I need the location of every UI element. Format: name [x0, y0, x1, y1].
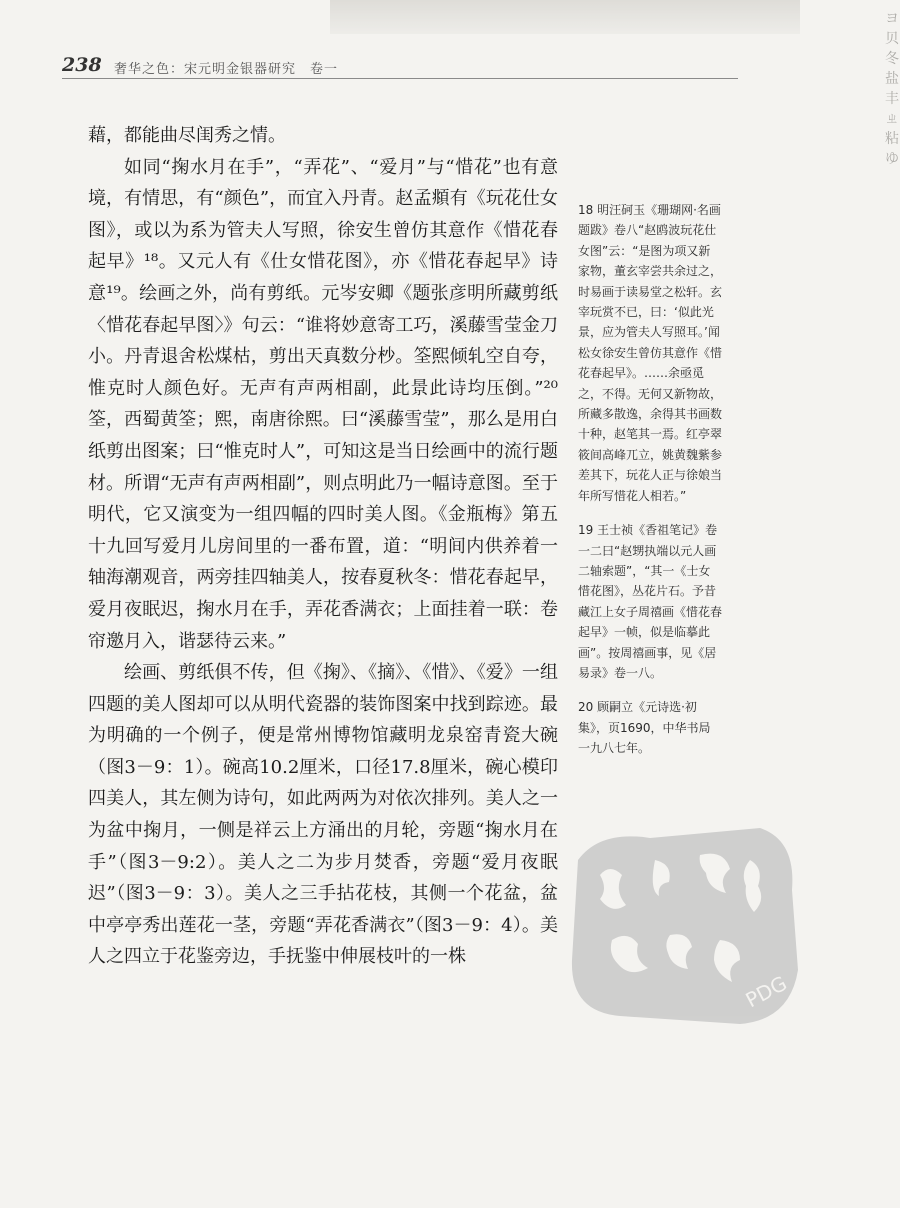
- running-title: 奢华之色：宋元明金银器研究 卷一: [114, 62, 339, 77]
- footnote-18: 18 明汪砢玉《珊瑚网·名画题跋》卷八“赵鸥波玩花仕女图”云：“是图为项又新家物，董玄宰尝共余过之，时易画于读易堂之松轩。玄宰玩赏不已，曰：‘似此光景，应为管夫人写照耳。’闻松女徐安生曾仿其意作《惜花春起早》。……余亟觅之，不得。无何又新物故，所藏多散逸，余得其书画数十种，赵笔其一焉。红亭翠筱间高峰兀立，姚黄魏紫参差其下，玩花人正与徐娘当年所写惜花人相若。”: [578, 203, 723, 503]
- footnote-20: 20 顾嗣立《元诗选·初集》，页1690，中华书局一九八七年。: [578, 700, 711, 756]
- margin-notes: [578, 200, 722, 773]
- pdg-watermark-seal: [560, 820, 800, 1030]
- bleed-through-text: ヨ贝冬盐丰ㄓ粘ゆ: [885, 11, 900, 167]
- page-number: 238: [62, 54, 102, 76]
- seal-graphic: [560, 820, 800, 1030]
- paragraph: 如同“掬水月在手”，“弄花”、“爱月”与“惜花”也有意境，有情思，有“颜色”，而宜入丹青。赵孟頫有《玩花仕女图》，或以为系为管夫人写照，徐安生曾仿其意作《惜花春起早》¹⁸。又元人有《仕女惜花图》，亦《惜花春起早》诗意¹⁹。绘画之外，尚有剪纸。元岑安卿《题张彦明所藏剪纸〈惜花春起早图〉》句云：“谁将妙意寄工巧，溪藤雪莹金刀小。丹青退舍松煤枯，剪出天真数分杪。筌熙倾轧空自夸，惟克时人颜色好。无声有声两相副，此景此诗均压倒。”²⁰筌，西蜀黄筌；熙，南唐徐熙。曰“溪藤雪莹”，那么是用白纸剪出图案；曰“惟克时人”，可知这是当日绘画中的流行题材。所谓“无声有声两相副”，则点明此乃一幅诗意图。至于明代，它又演变为一组四幅的四时美人图。《金瓶梅》第五十九回写爱月儿房间里的一番布置，道：“明间内供养着一轴海潮观音，两旁挂四轴美人，按春夏秋冬：惜花春起早，爱月夜眠迟，掬水月在手，弄花香满衣；上面挂着一联：卷帘邀月入，谐瑟待云来。”: [88, 156, 558, 652]
- bleed-through-strip: [330, 0, 900, 167]
- footnote-19: 19 王士祯《香祖笔记》卷一二曰“赵甥执端以元人画二轴索题”，“其一《士女惜花图》，丛花片石。予昔藏江上女子周禧画《惜花春起早》一帧，似是临摹此画”。按周禧画事，见《居易录》卷一八。: [578, 523, 723, 680]
- page-header: [62, 52, 738, 79]
- pdg-label: PDG: [741, 970, 791, 1013]
- main-text: [88, 120, 558, 973]
- paragraph: 藉，都能曲尽闺秀之情。: [88, 125, 286, 146]
- paragraph: 绘画、剪纸俱不传，但《掬》、《摘》、《惜》、《爱》一组四题的美人图却可以从明代瓷器的装饰图案中找到踪迹。最为明确的一个例子，便是常州博物馆藏明龙泉窑青瓷大碗（图3－9：1）。碗高10.2厘米，口径17.8厘米，碗心模印四美人，其左侧为诗句，如此两两为对依次排列。美人之一为盆中掬月，一侧是祥云上方涌出的月轮，旁题“掬水月在手”（图3－9:2）。美人之二为步月焚香，旁题“爱月夜眠迟”（图3－9：3）。美人之三手拈花枝，其侧一个花盆，盆中亭亭秀出莲花一茎，旁题“弄花香满衣”（图3－9：4）。美人之四立于花鉴旁边，手抚鉴中伸展枝叶的一株: [88, 662, 558, 968]
